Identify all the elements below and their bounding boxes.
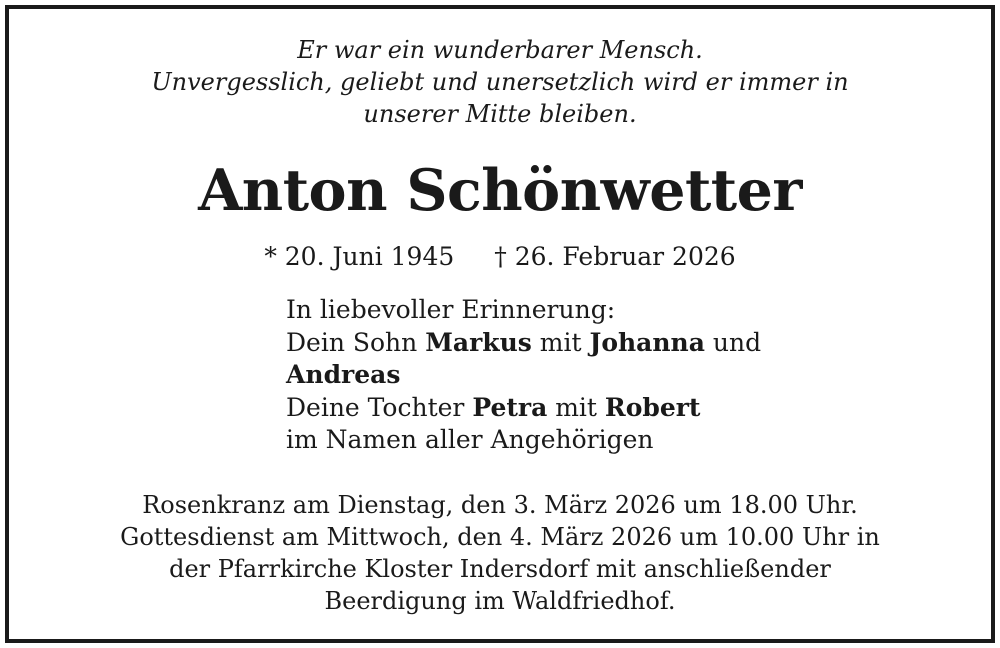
son-name: Markus: [425, 327, 532, 357]
mourners-closing: im Namen aller Angehörigen: [286, 425, 654, 454]
daughter-name: Petra: [472, 392, 548, 422]
son-and: und: [704, 327, 762, 357]
service-line-2: Gottesdienst am Mittwoch, den 4. März 2026 um 10.00 Uhr in: [120, 523, 880, 551]
daughter-with: mit: [547, 392, 605, 422]
motto-line-3: unserer Mitte bleiben.: [363, 100, 637, 128]
motto-line-2: Unvergesslich, geliebt und unersetzlich wird er immer in: [151, 68, 849, 96]
death-date: † 26. Februar 2026: [494, 242, 736, 271]
mourners-intro: In liebevoller Erinnerung:: [286, 295, 616, 324]
mourners-list: [286, 294, 761, 457]
motto-line-1: Er war ein wunderbarer Mensch.: [297, 36, 703, 64]
birth-date: * 20. Juni 1945: [264, 242, 455, 271]
service-line-1: Rosenkranz am Dienstag, den 3. März 2026 um 18.00 Uhr.: [142, 491, 858, 519]
obituary-notice: [5, 5, 995, 643]
mourners-line-son: [286, 327, 761, 360]
deceased-name: Anton Schönwetter: [198, 157, 802, 224]
mourners-line-grandchild: [286, 359, 761, 392]
mourners-line-daughter: [286, 392, 761, 425]
grandchild-name: Andreas: [286, 360, 401, 389]
service-details: [9, 489, 991, 617]
daughter-partner-name: Robert: [604, 392, 701, 422]
service-line-4: Beerdigung im Waldfriedhof.: [324, 587, 676, 615]
son-prefix: Dein Sohn: [286, 327, 426, 357]
memorial-motto: [9, 34, 991, 130]
daughter-prefix: Deine Tochter: [286, 392, 473, 422]
service-line-3: der Pfarrkirche Kloster Indersdorf mit anschließender: [169, 555, 831, 583]
son-partner-name: Johanna: [589, 327, 705, 357]
son-with: mit: [531, 327, 590, 357]
life-dates: [9, 241, 991, 273]
